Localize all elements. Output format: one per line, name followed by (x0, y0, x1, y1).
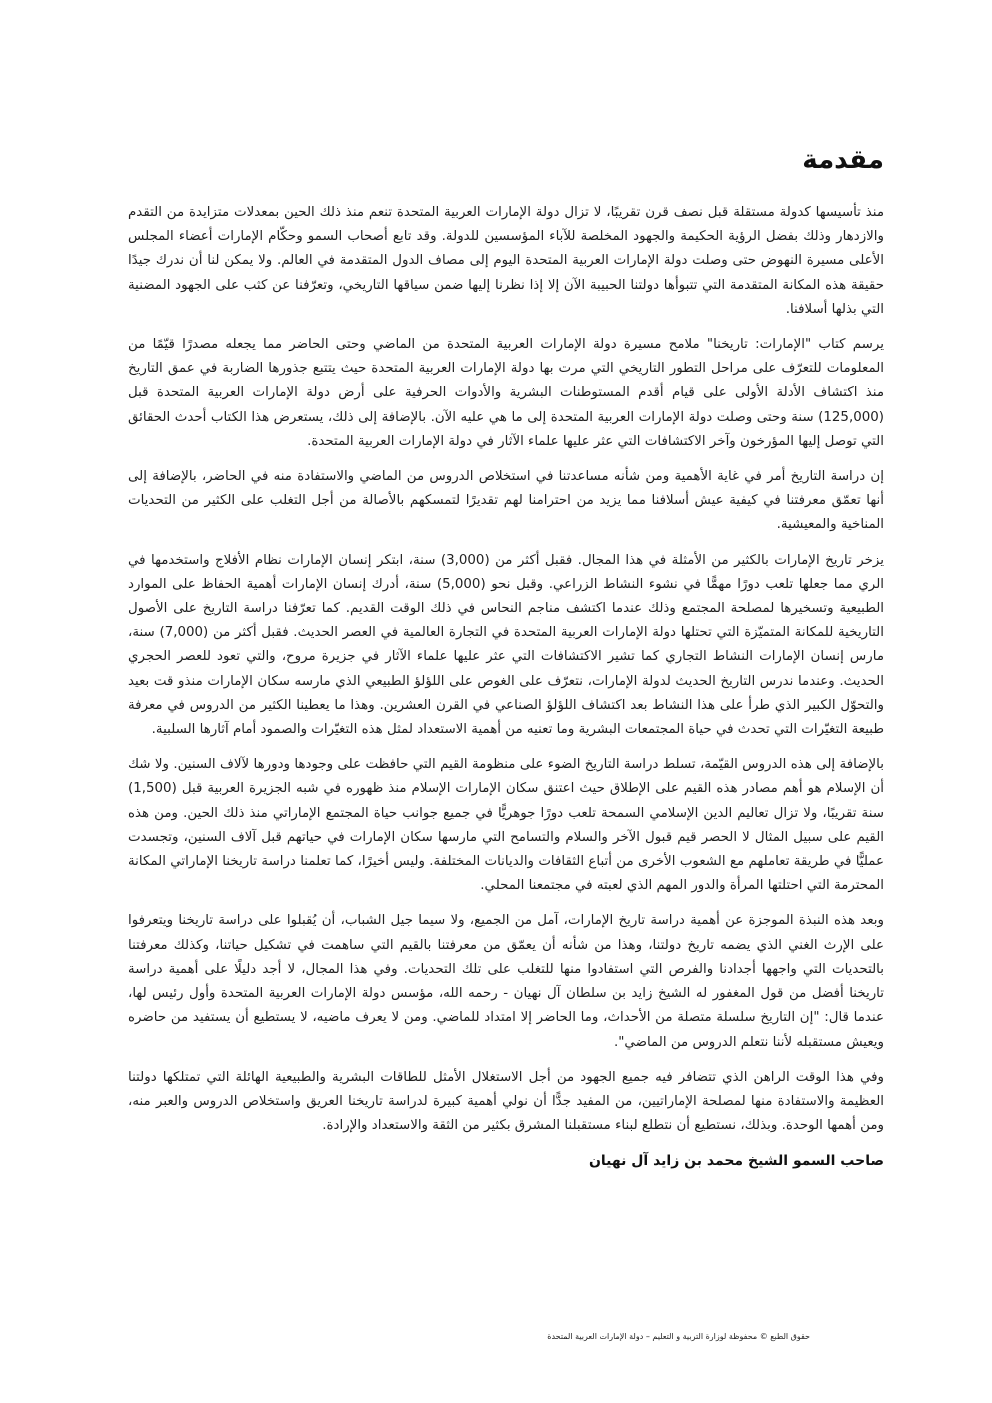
intro-paragraph-7: وفي هذا الوقت الراهن الذي تتضافر فيه جميع الجهود من أجل الاستغلال الأمثل للطاقات البشرية والطبيعية الهائلة التي تمتلكها دولتنا العظيمة والاستفادة منها لمصلحة الإماراتيين، من المفيد جدًّا أن نولي أهمية كبيرة لدراسة تاريخنا العريق واستخلاص الدروس والعبر منه، ومن أهمها الوحدة. وبذلك، نستطيع أن نتطلع لبناء مستقبلنا المشرق بكثير من الثقة والاستعداد والإرادة. (128, 1069, 884, 1134)
intro-paragraph-1: منذ تأسيسها كدولة مستقلة قبل نصف قرن تقريبًا، لا تزال دولة الإمارات العربية المتحدة تنعم منذ ذلك الحين بمعدلات متزايدة من التقدم والازدهار وذلك بفضل الرؤية الحكيمة والجهود المخلصة للآباء المؤسسين للدولة. وقد تابع أصحاب السمو وحكّام الإمارات أعضاء المجلس الأعلى مسيرة النهوض حتى وصلت دولة الإمارات العربية المتحدة اليوم إلى مصاف الدول المتقدمة في العالم. ولا يمكن لنا أن ندرك جيدًا حقيقة هذه المكانة المتقدمة التي تتبوأها دولتنا الحبيبة الآن إلا إذا نظرنا إليها ضمن سياقها التاريخي، وتعرّفنا عن كثب على الجهود المضنية التي بذلها أسلافنا. (128, 205, 884, 317)
page-title: مقدمة (802, 145, 884, 175)
copyright-footer: حقوق الطبع © محفوظة لوزارة التربية و التعليم – دولة الإمارات العربية المتحدة (547, 1332, 810, 1341)
intro-paragraph-2: يرسم كتاب "الإمارات: تاريخنا" ملامح مسيرة دولة الإمارات العربية المتحدة من الماضي وحتى الحاضر مما يجعله مصدرًا قيّمًا من المعلومات للتعرّف على مراحل التطور التاريخي التي مرت بها دولة الإمارات العربية المتحدة حيث يتتبع جذورها الضاربة في عمق التاريخ منذ اكتشاف الأدلة الأولى على قيام أقدم المستوطنات البشرية والأدوات الحرفية على أرض دولة الإمارات العربية المتحدة قبل (125,000) سنة وحتى وصلت دولة الإمارات العربية المتحدة إلى ما هي عليه الآن. بالإضافة إلى ذلك، يستعرض هذا الكتاب أحدث الحقائق التي توصل إليها المؤرخون وآخر الاكتشافات التي عثر عليها علماء الآثار في دولة الإمارات العربية المتحدة. (128, 337, 884, 449)
author-signature: صاحب السمو الشيخ محمد بن زايد آل نهيان (588, 1153, 884, 1170)
intro-paragraph-6: وبعد هذه النبذة الموجزة عن أهمية دراسة تاريخ الإمارات، آمل من الجميع، ولا سيما جيل الشباب، أن يُقبلوا على دراسة تاريخنا ويتعرفوا على الإرث الغني الذي يضمه تاريخ دولتنا، وهذا من شأنه أن يعمّق من معرفتنا بالقيم التي ساهمت في تشكيل حياتنا، وكذلك معرفتنا بالتحديات التي واجهها أجدادنا والفرص التي استفادوا منها للتغلب على تلك التحديات. وفي هذا المجال، لا أجد دليلًا على أهمية دراسة تاريخنا أفضل من قول المغفور له الشيخ زايد بن سلطان آل نهيان - رحمه الله، مؤسس دولة الإمارات العربية المتحدة وأول رئيس لها، عندما قال: "إن التاريخ سلسلة متصلة من الأحداث، وما الحاضر إلا امتداد للماضي. ومن لا يعرف ماضيه، لا يستطيع أن يستفيد من حاضره ويعيش مستقبله لأننا نتعلم الدروس من الماضي". (128, 913, 884, 1050)
intro-paragraph-5: بالإضافة إلى هذه الدروس القيّمة، تسلط دراسة التاريخ الضوء على منظومة القيم التي حافظت على وجودها ودورها لآلاف السنين. ولا شك أن الإسلام هو أهم مصادر هذه القيم على الإطلاق حيث اعتنق سكان الإمارات الإسلام منذ ظهوره في شبه الجزيرة العربية قبل (1,500) سنة تقريبًا، ولا تزال تعاليم الدين الإسلامي السمحة تلعب دورًا جوهريًّا في جميع جوانب حياة المجتمع الإماراتي منذ ذلك الحين. ومن هذه القيم على سبيل المثال لا الحصر قيم قبول الآخر والسلام والتسامح التي مارسها سكان الإمارات في حياتهم قبل آلاف السنين، وتجسدت عمليًّا في طريقة تعاملهم مع الشعوب الأخرى من أتباع الثقافات والديانات المختلفة. وليس أخيرًا، كما تعلمنا دراسة تاريخنا الإماراتي المكانة المحترمة التي احتلتها المرأة والدور المهم الذي لعبته في مجتمعنا المحلي. (128, 757, 884, 894)
page-content (128, 143, 884, 1173)
intro-paragraph-4: يزخر تاريخ الإمارات بالكثير من الأمثلة في هذا المجال. فقبل أكثر من (3,000) سنة، ابتكر إنسان الإمارات نظام الأفلاج واستخدمها في الري مما جعلها تلعب دورًا مهمًّا في نشوء النشاط الزراعي. وقبل نحو (5,000) سنة، أدرك إنسان الإمارات أهمية الحفاظ على الموارد الطبيعية وتسخيرها لمصلحة المجتمع وذلك عندما اكتشف مناجم النحاس في ذلك الوقت القديم. كما تعرّفنا دراسة التاريخ على الأصول التاريخية للمكانة المتميّزة التي تحتلها دولة الإمارات العربية المتحدة في التجارة العالمية في العصر الحديث. فقبل أكثر من (7,000) سنة، مارس إنسان الإمارات النشاط التجاري كما تشير الاكتشافات التي عثر عليها علماء الآثار في جزيرة مروح، والتي تعود للعصر الحجري الحديث. وعندما ندرس التاريخ الحديث لدولة الإمارات، نتعرّف على الغوص على اللؤلؤ الطبيعي الذي مارسه سكان الإمارات منذو قت بعيد والتحوّل الكبير الذي طرأ على هذا النشاط بعد اكتشاف اللؤلؤ الصناعي في القرن العشرين. وهذا ما يعطينا الكثير من الدروس في معرفة طبيعة التغيّرات التي تحدث في حياة المجتمعات البشرية وما تعنيه من أهمية الاستعداد لمثل هذه التغيّرات والصمود أمام آثارها السلبية. (128, 552, 884, 738)
intro-paragraph-3: إن دراسة التاريخ أمر في غاية الأهمية ومن شأنه مساعدتنا في استخلاص الدروس من الماضي والاستفادة منه في الحاضر، بالإضافة إلى أنها تعمّق معرفتنا في كيفية عيش أسلافنا مما يزيد من احترامنا لهم تقديرًا لتمسكهم بالأصالة من أجل التغلب على الكثير من التحديات المناخية والمعيشية. (128, 469, 884, 533)
